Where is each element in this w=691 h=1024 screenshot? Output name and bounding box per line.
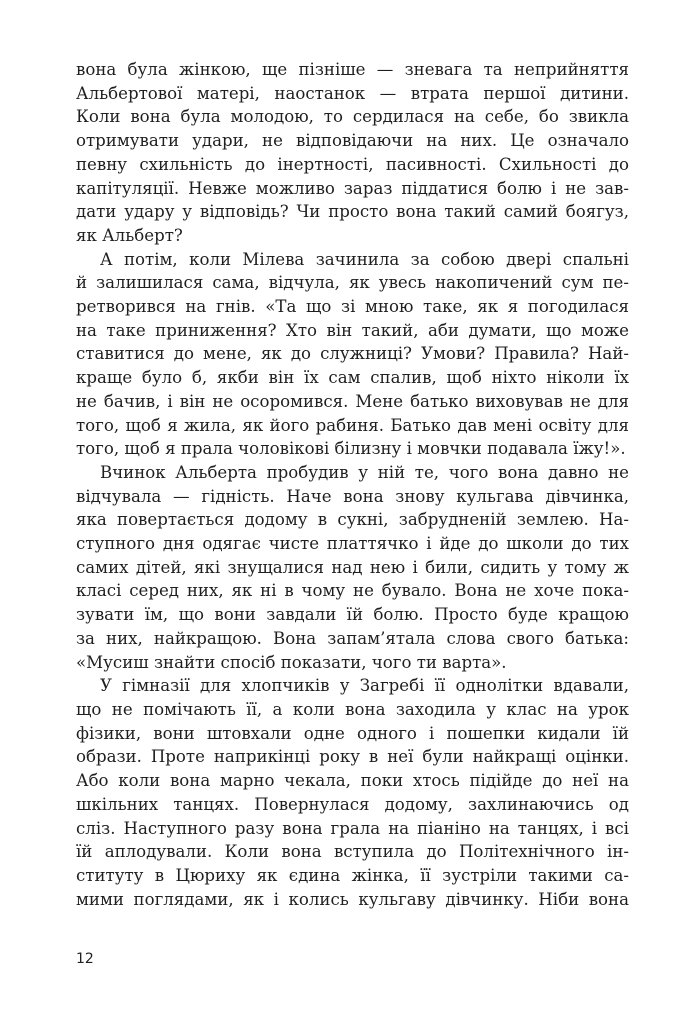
- page-number: 12: [76, 951, 94, 967]
- text-line: того, щоб я прала чоловікові білизну і мовчки подавала їжу!».: [76, 439, 626, 459]
- paragraph-3: [76, 461, 629, 674]
- text-line: самих дітей, які знущалися над нею і били, сидить у тому ж: [76, 557, 629, 577]
- text-line: не бачив, і він не осоромився. Мене батько виховував не для: [76, 391, 629, 411]
- text-line: капітуляції. Невже можливо зараз піддатися болю і не зав-: [76, 178, 629, 198]
- text-line: відчувала — гідність. Наче вона знову кульгава дівчинка,: [76, 486, 629, 506]
- text-line: дати удару у відповідь? Чи просто вона такий самий боягуз,: [76, 202, 629, 222]
- text-line: й залишилася сама, відчула, як увесь накопичений сум пе-: [76, 273, 629, 293]
- text-line: отримувати удари, не відповідаючи на них. Це означало: [76, 131, 629, 151]
- paragraph-4: [76, 674, 629, 911]
- text-line: ступного дня одягає чисте платтячко і йде до школи до тих: [76, 534, 629, 554]
- text-line: «Мусиш знайти спосіб показати, чого ти варта».: [76, 652, 507, 672]
- document-page: [76, 58, 629, 911]
- text-line: як Альберт?: [76, 225, 183, 245]
- text-line: краще було б, якби він їх сам спалив, щоб ніхто ніколи їх: [76, 368, 629, 388]
- text-line: того, щоб я жила, як його рабиня. Батько дав мені освіту для: [76, 415, 629, 435]
- text-line: на таке приниження? Хто він такий, аби думати, що може: [76, 320, 629, 340]
- text-line: певну схильність до інертності, пасивності. Схильності до: [76, 154, 629, 174]
- text-line: класі серед них, як ні в чому не бувало. Вона не хоче пока-: [76, 581, 629, 601]
- text-line: Вчинок Альберта пробудив у ній те, чого вона давно не: [100, 462, 629, 482]
- text-line: Альбертової матері, наостанок — втрата першої дитини.: [76, 83, 629, 103]
- paragraph-1: [76, 58, 629, 248]
- text-line: зувати їм, що вони завдали їй болю. Просто буде кращою: [76, 605, 629, 625]
- text-line: Коли вона була молодою, то сердилася на себе, бо звикла: [76, 107, 629, 127]
- text-line: вона була жінкою, ще пізніше — зневага та неприйняття: [76, 60, 629, 79]
- text-line: образи. Проте наприкінці року в неї були найкращі оцінки.: [76, 747, 629, 767]
- text-line: що не помічають її, а коли вона заходила у клас на урок: [76, 699, 629, 719]
- text-line: шкільних танцях. Повернулася додому, захлинаючись од: [76, 794, 629, 814]
- text-line: Або коли вона марно чекала, поки хтось підійде до неї на: [76, 771, 629, 791]
- text-line: їй аплодували. Коли вона вступила до Політехнічного ін-: [76, 842, 629, 862]
- text-line: ретворився на гнів. «Та що зі мною таке, як я погодилася: [76, 297, 629, 317]
- text-line: сліз. Наступного разу вона грала на піаніно на танцях, і всі: [76, 818, 629, 838]
- text-line: У гімназії для хлопчиків у Загребі її однолітки вдавали,: [100, 676, 629, 696]
- paragraph-2: [76, 248, 629, 461]
- text-line: ставитися до мене, як до служниці? Умови? Правила? Най-: [76, 344, 629, 364]
- text-line: А потім, коли Мілева зачинила за собою двері спальні: [100, 249, 629, 269]
- text-line: за них, найкращою. Вона запам’ятала слова свого батька:: [76, 628, 629, 648]
- text-line: фізики, вони штовхали одне одного і пошепки кидали їй: [76, 723, 629, 743]
- text-line: ституту в Цюриху як єдина жінка, її зустріли такими са-: [76, 865, 629, 885]
- text-line: яка повертається додому в сукні, забрудненій землею. На-: [76, 510, 629, 530]
- text-line: мими поглядами, як і колись кульгаву дівчинку. Ніби вона: [76, 889, 629, 909]
